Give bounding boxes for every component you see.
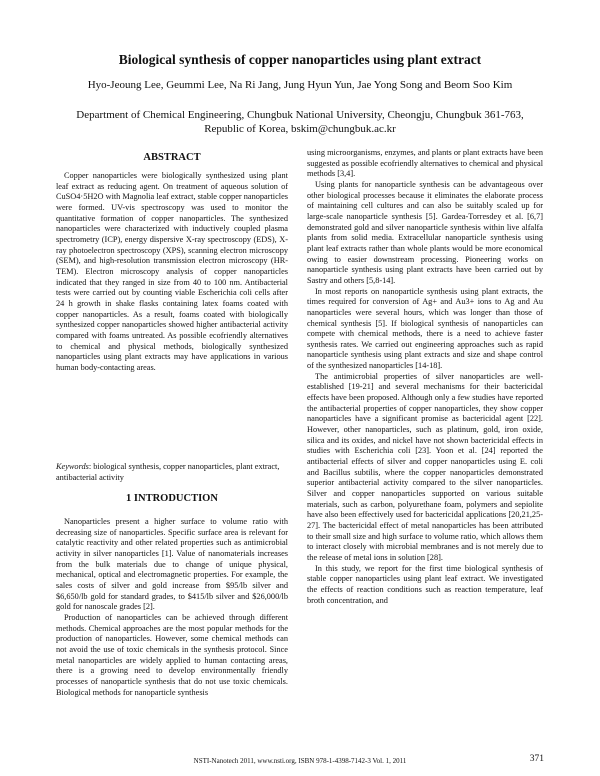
page-number: 371 bbox=[529, 754, 544, 764]
right-paragraph-3: In most reports on nanoparticle synthesis using plant extracts, the times required for conversion of Ag+ and Au3+ ions to Ag and Au nanoparticles were several hours, which was longer than those of chemical synthesis [5]. If biological synthesis of nanoparticles can compete with chemical methods, there is a need to achieve faster synthesis rates. We carried out engineering approaches such as rapid nanoparticle synthesis using plant extracts and size and shape control of the synthesized nanoparticles [14-18]. bbox=[307, 286, 543, 371]
right-paragraph-5: In this study, we report for the first time biological synthesis of stable copper nanoparticles using plant leaf extract. We investigated the effects of reaction conditions such as reaction temperature, leaf broth concentration, and bbox=[307, 563, 543, 605]
right-paragraph-2: Using plants for nanoparticle synthesis can be advantageous over other biological processes because it eliminates the elaborate process of maintaining cell cultures and can also be suitably scaled up for large-scale nanoparticle synthesis [5]. Gardea-Torresdey et al. [6,7] demonstrated gold and silver nanoparticle synthesis within live alfalfa plants from solid media. Extracellular nanoparticle synthesis using plant leaf extracts rather than whole plants would be more economical owing to easier downstream processing. Pioneering works on nanoparticle synthesis using plant extracts have been carried out by Sastry and others [5,8-14]. bbox=[307, 179, 543, 285]
intro-paragraph-1: Nanoparticles present a higher surface to volume ratio with decreasing size of nanoparticles. Specific surface area is relevant for catalytic reactivity and other related properties such as antimicrobial activity in silver nanoparticles [1]. Value of nanomaterials increases from the bulk materials due to change of unique physical, mechanical, optical and electromagnetic properties. For example, the sales costs of silver and gold increase from $95/lb silver and $6,650/lb gold for standard grades, to $415/lb silver and $26,000/lb gold for nanoscale grades [2]. bbox=[56, 517, 288, 612]
keywords-label: Keywords bbox=[56, 462, 89, 471]
abstract-heading: ABSTRACT bbox=[143, 152, 201, 163]
right-paragraph-1: using microorganisms, enzymes, and plants or plant extracts have been suggested as possible ecofriendly alternatives to chemical and physical methods [3,4]. bbox=[307, 148, 543, 179]
author-list: Hyo-Jeoung Lee, Geummi Lee, Na Ri Jang, Jung Hyun Yun, Jae Yong Song and Beom Soo Kim bbox=[87, 79, 513, 91]
keywords-text: : biological synthesis, copper nanoparticles, plant extract, antibacterial activity bbox=[56, 462, 280, 482]
page-footer: NSTI-Nanotech 2011, www.nsti.org, ISBN 978-1-4398-7142-3 Vol. 1, 2011 bbox=[193, 757, 407, 765]
intro-paragraph-2: Production of nanoparticles can be achieved through different methods. Chemical approaches are the most popular methods for the production of nanoparticles. However, some chemical methods can not avoid the use of toxic chemicals in the synthesis protocol. Since metal nanoparticles are widely applied to human contacting areas, there is a growing need to develop environmentally friendly processes of nanoparticle synthesis that do not use toxic chemicals. Biological methods for nanoparticle synthesis bbox=[56, 612, 288, 697]
keywords bbox=[56, 462, 288, 483]
abstract-body bbox=[56, 171, 288, 373]
right-paragraph-4: The antimicrobial properties of silver nanoparticles are well-established [19-21] and several mechanisms for their bactericidal effects have been proposed. Although only a few studies have reported the antibacterial properties of copper nanoparticles, they show copper nanoparticles have a significant promise as bactericidal agent [22]. However, other nanoparticles, such as platinum, gold, iron oxide, silica and its oxides, and nickel have not shown bactericidal effects in studies with Escherichia coli [23]. Yoon et al. [24] reported the antibacterial effects of silver and copper nanoparticles using E. coli and Bacillus subtilis, where the copper nanoparticles demonstrated superior antibacterial activity compared to the silver nanoparticles. Silver and copper nanoparticles supported on various suitable materials, such as carbon, polyurethane foam, polymers and sepiolite have also been effectively used for bactericidal applications [20,21,25-27]. The bactericidal effect of metal nanoparticles has been attributed to their small size and high surface to volume ratio, which allows them to interact closely with microbial membranes and is not merely due to the release of metal ions in solution [28]. bbox=[307, 371, 543, 562]
introduction-body bbox=[56, 517, 288, 698]
paper-title: Biological synthesis of copper nanoparticles using plant extract bbox=[118, 52, 482, 67]
affiliation: Department of Chemical Engineering, Chungbuk National University, Cheongju, Chungbuk 361-763, Republic of Korea, bskim@chungbuk.ac.kr bbox=[76, 109, 524, 135]
right-column bbox=[307, 148, 543, 606]
abstract-text: Copper nanoparticles were biologically synthesized using plant leaf extract as reducing agent. On treatment of aqueous solution of CuSO4·5H2O with Magnolia leaf extract, stable copper nanoparticles were formed. UV-vis spectroscopy was used to monitor the quantitative formation of copper nanoparticles. The synthesized nanoparticles were characterized with inductively coupled plasma spectrometry (ICP), energy dispersive X-ray spectroscopy (EDS), X-ray photoelectron spectroscopy (XPS), scanning electron microscopy (SEM), and high-resolution transmission electron microscopy (HR-TEM). Electron microscopy analysis of copper nanoparticles indicated that they ranged in size from 40 to 100 nm. Antibacterial tests were carried out by counting viable Escherichia coli cells after 24 h growth in shake flasks containing latex foams coated with copper nanoparticles. As a result, foams coated with biologically synthesized copper nanoparticles showed higher antibacterial activity compared with foams untreated. As possible ecofriendly alternatives to chemical and physical methods, biologically synthesized nanoparticles using plant extracts may have applications in various human body-contacting areas. bbox=[56, 171, 288, 372]
introduction-heading: 1 INTRODUCTION bbox=[126, 493, 218, 504]
